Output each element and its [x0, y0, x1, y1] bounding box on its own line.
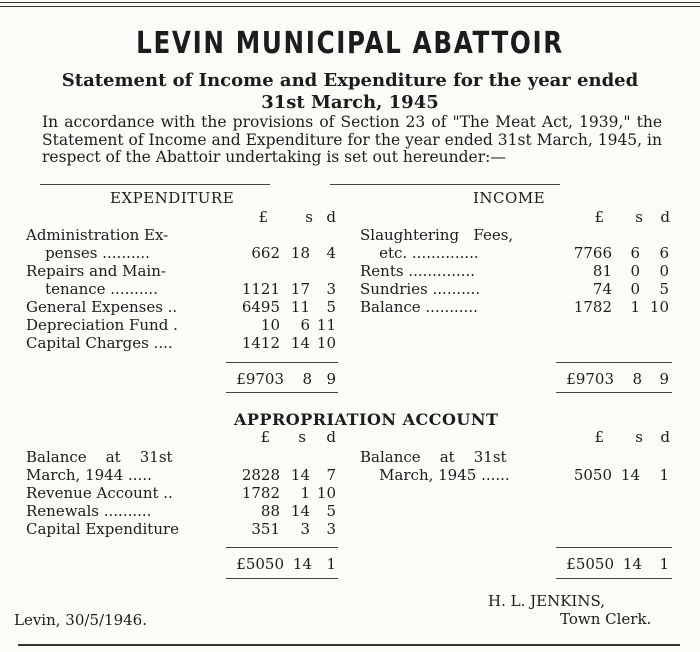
- line-item-amount-l: 351: [251, 520, 280, 538]
- line-item-amount-s: 3: [300, 520, 310, 538]
- line-item-amount-d: 0: [659, 262, 669, 280]
- line-item-label: Renewals ..........: [26, 502, 152, 520]
- line-item-amount-l: 74: [592, 280, 612, 298]
- place-date: Levin, 30/5/1946.: [14, 611, 147, 629]
- line-item-label: Balance ...........: [360, 298, 478, 316]
- line-item-label: Slaughtering Fees,: [360, 226, 514, 244]
- line-item-label: Revenue Account ..: [26, 484, 173, 502]
- line-item-amount-s: 6: [630, 244, 640, 262]
- line-item-amount-l: 5050: [573, 466, 612, 484]
- appropriation-left-total-pence: 1: [326, 555, 336, 573]
- line-item-amount-s: 14: [290, 334, 310, 352]
- line-item-amount-l: 1782: [573, 298, 612, 316]
- total-rule: [226, 578, 338, 579]
- line-item-label: tenance ..........: [26, 280, 158, 298]
- currency-pence-header: d: [326, 208, 336, 226]
- total-rule: [556, 547, 672, 548]
- currency-shilling-header: s: [298, 428, 306, 446]
- appropriation-heading: APPROPRIATION ACCOUNT: [234, 410, 499, 429]
- line-item-amount-d: 3: [326, 280, 336, 298]
- line-item-amount-l: 662: [251, 244, 280, 262]
- line-item-label: Sundries ..........: [360, 280, 481, 298]
- line-item-label: General Expenses ..: [26, 298, 178, 316]
- line-item-amount-s: 0: [630, 280, 640, 298]
- line-item-amount-l: 2828: [241, 466, 280, 484]
- total-rule: [556, 362, 672, 363]
- total-rule: [226, 547, 338, 548]
- signatory-position: Town Clerk.: [560, 610, 652, 628]
- subtitle-line-1: Statement of Income and Expenditure for the year ended: [61, 70, 639, 91]
- total-rule: [226, 362, 338, 363]
- income-total-shillings: 8: [632, 370, 642, 388]
- line-item-amount-s: 17: [290, 280, 310, 298]
- line-item-amount-s: 0: [630, 262, 640, 280]
- line-item-amount-d: 7: [326, 466, 336, 484]
- line-item-amount-d: 5: [659, 280, 669, 298]
- appropriation-right-total-shillings: 14: [622, 555, 642, 573]
- line-item-amount-l: 1412: [241, 334, 280, 352]
- top-border-rule: [0, 2, 700, 7]
- line-item-amount-s: 14: [290, 502, 310, 520]
- expenditure-total-shillings: 8: [302, 370, 312, 388]
- line-item-amount-l: 1121: [241, 280, 280, 298]
- appropriation-left-total-shillings: 14: [292, 555, 312, 573]
- line-item-amount-s: 11: [290, 298, 310, 316]
- line-item-amount-s: 6: [300, 316, 310, 334]
- appropriation-left-total-pounds: £5050: [236, 555, 284, 573]
- total-rule: [226, 392, 338, 393]
- line-item-amount-s: 18: [290, 244, 310, 262]
- line-item-amount-s: 1: [300, 484, 310, 502]
- total-rule: [556, 578, 672, 579]
- line-item-label: Rents ..............: [360, 262, 476, 280]
- income-total-pounds: £9703: [566, 370, 614, 388]
- line-item-amount-d: 4: [326, 244, 336, 262]
- line-item-label: Repairs and Main-: [26, 262, 166, 280]
- currency-shilling-header: s: [635, 428, 643, 446]
- expenditure-heading: EXPENDITURE: [110, 189, 235, 207]
- currency-pound-header: £: [594, 428, 604, 446]
- divider: [40, 184, 270, 185]
- currency-pound-header: £: [594, 208, 604, 226]
- currency-pound-header: £: [260, 428, 270, 446]
- line-item-amount-l: 10: [260, 316, 280, 334]
- total-rule: [556, 392, 672, 393]
- signatory-name: H. L. JENKINS,: [488, 592, 605, 610]
- line-item-label: penses ..........: [26, 244, 150, 262]
- line-item-label: March, 1944 .....: [26, 466, 152, 484]
- line-item-label: Capital Expenditure: [26, 520, 180, 538]
- line-item-amount-d: 10: [316, 484, 336, 502]
- line-item-amount-s: 1: [630, 298, 640, 316]
- line-item-amount-d: 6: [659, 244, 669, 262]
- line-item-amount-l: 6495: [241, 298, 280, 316]
- line-item-label: Balance at 31st: [26, 448, 173, 466]
- subtitle-line-2: 31st March, 1945: [261, 92, 439, 113]
- intro-paragraph: In accordance with the provisions of Section 23 of "The Meat Act, 1939," the Statement of Income and Expenditure for the year ended 31st March, 1945, in respect of the Abattoir undertaking is set out hereunder:—: [42, 113, 662, 166]
- currency-shilling-header: s: [305, 208, 313, 226]
- appropriation-right-total-pence: 1: [659, 555, 669, 573]
- currency-shilling-header: s: [635, 208, 643, 226]
- currency-pence-header: d: [660, 208, 670, 226]
- bottom-border-rule: [18, 644, 680, 646]
- line-item-label: Balance at 31st: [360, 448, 507, 466]
- income-heading: INCOME: [473, 189, 546, 207]
- expenditure-total-pence: 9: [326, 370, 336, 388]
- divider: [330, 184, 560, 185]
- line-item-label: Administration Ex-: [26, 226, 169, 244]
- line-item-amount-s: 14: [620, 466, 640, 484]
- page-title: LEVIN MUNICIPAL ABATTOIR: [136, 26, 564, 61]
- currency-pound-header: £: [258, 208, 268, 226]
- line-item-amount-l: 1782: [241, 484, 280, 502]
- appropriation-right-total-pounds: £5050: [566, 555, 614, 573]
- line-item-amount-s: 14: [290, 466, 310, 484]
- currency-pence-header: d: [326, 428, 336, 446]
- income-total-pence: 9: [659, 370, 669, 388]
- line-item-amount-d: 1: [659, 466, 669, 484]
- line-item-label: etc. ..............: [360, 244, 479, 262]
- line-item-amount-d: 3: [326, 520, 336, 538]
- line-item-label: Capital Charges ....: [26, 334, 173, 352]
- line-item-amount-d: 10: [316, 334, 336, 352]
- line-item-amount-l: 81: [592, 262, 612, 280]
- line-item-amount-d: 10: [649, 298, 669, 316]
- line-item-label: Depreciation Fund .: [26, 316, 178, 334]
- line-item-label: March, 1945 ......: [360, 466, 510, 484]
- expenditure-total-pounds: £9703: [236, 370, 284, 388]
- line-item-amount-l: 88: [260, 502, 280, 520]
- line-item-amount-l: 7766: [573, 244, 612, 262]
- line-item-amount-d: 11: [316, 316, 336, 334]
- line-item-amount-d: 5: [326, 298, 336, 316]
- currency-pence-header: d: [660, 428, 670, 446]
- line-item-amount-d: 5: [326, 502, 336, 520]
